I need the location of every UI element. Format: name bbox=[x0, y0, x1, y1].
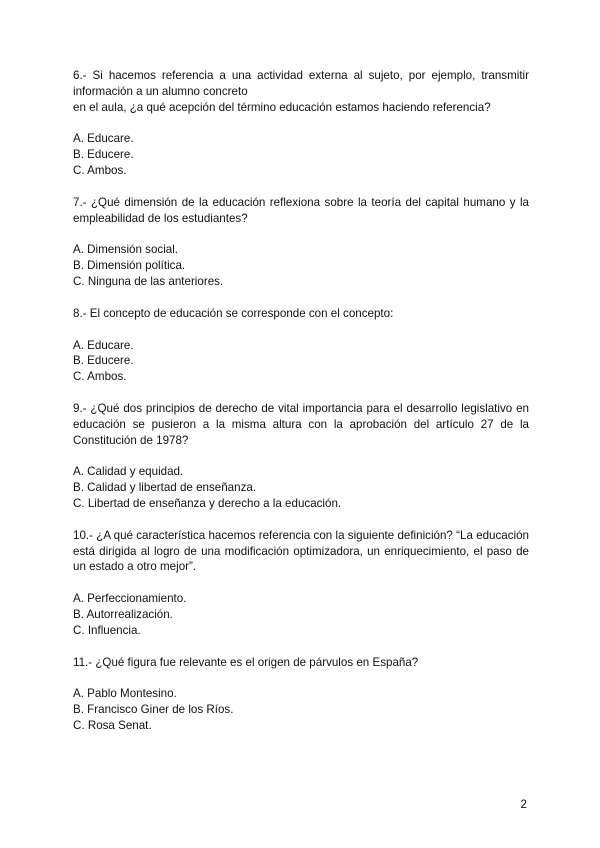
option-b: B. Autorrealización. bbox=[73, 607, 173, 621]
option-b: B. Educere. bbox=[73, 148, 134, 162]
option-a: A. Pablo Montesino. bbox=[73, 687, 177, 701]
option-b: B. Francisco Giner de los Ríos. bbox=[73, 703, 234, 717]
question-text: 10.- ¿A qué característica hacemos referencia con la siguiente definición? “La educación está dirigida al logro de una modificación optimizadora, un enriquecimiento, el paso de un estado a otro mejor”. bbox=[73, 528, 529, 574]
question-11 bbox=[73, 655, 529, 734]
option-c: C. Rosa Senat. bbox=[73, 718, 152, 732]
question-text: 11.- ¿Qué figura fue relevante es el origen de párvulos en España? bbox=[73, 655, 419, 669]
option-c: C. Ninguna de las anteriores. bbox=[73, 274, 224, 288]
option-c: C. Ambos. bbox=[73, 163, 127, 177]
question-10 bbox=[73, 528, 529, 639]
option-c: C. Ambos. bbox=[73, 370, 127, 384]
option-c: C. Libertad de enseñanza y derecho a la educación. bbox=[73, 496, 342, 510]
answer-options bbox=[73, 686, 529, 733]
question-6 bbox=[73, 68, 529, 179]
question-8 bbox=[73, 306, 529, 385]
option-a: A. Calidad y equidad. bbox=[73, 465, 184, 479]
option-a: A. Dimensión social. bbox=[73, 243, 179, 257]
option-a: A. Educare. bbox=[73, 132, 134, 146]
question-text: 9.- ¿Qué dos principios de derecho de vital importancia para el desarrollo legislativo en educación se pusieron a la misma altura con la aprobación del artículo 27 de la Constitución de 1978? bbox=[73, 401, 529, 447]
page-number: 2 bbox=[520, 798, 527, 811]
answer-options bbox=[73, 131, 529, 178]
answer-options bbox=[73, 338, 529, 385]
option-b: B. Calidad y libertad de enseñanza. bbox=[73, 481, 257, 495]
question-text: 7.- ¿Qué dimensión de la educación reflexiona sobre la teoría del capital humano y la empleabilidad de los estudiantes? bbox=[73, 195, 529, 225]
question-text: 8.- El concepto de educación se corresponde con el concepto: bbox=[73, 306, 394, 320]
answer-options bbox=[73, 591, 529, 638]
question-list bbox=[73, 68, 529, 750]
answer-options bbox=[73, 464, 529, 511]
question-text: 6.- Si hacemos referencia a una actividad externa al sujeto, por ejemplo, transmitir información a un alumno concreto en el aula, ¿a qué acepción del término educación estamos haciendo referencia? bbox=[73, 69, 529, 114]
option-a: A. Educare. bbox=[73, 338, 134, 352]
question-7 bbox=[73, 195, 529, 290]
option-b: B. Dimensión política. bbox=[73, 259, 186, 273]
option-a: A. Perfeccionamiento. bbox=[73, 592, 187, 606]
option-b: B. Educere. bbox=[73, 354, 134, 368]
option-c: C. Influencia. bbox=[73, 623, 141, 637]
answer-options bbox=[73, 242, 529, 289]
question-9 bbox=[73, 401, 529, 512]
